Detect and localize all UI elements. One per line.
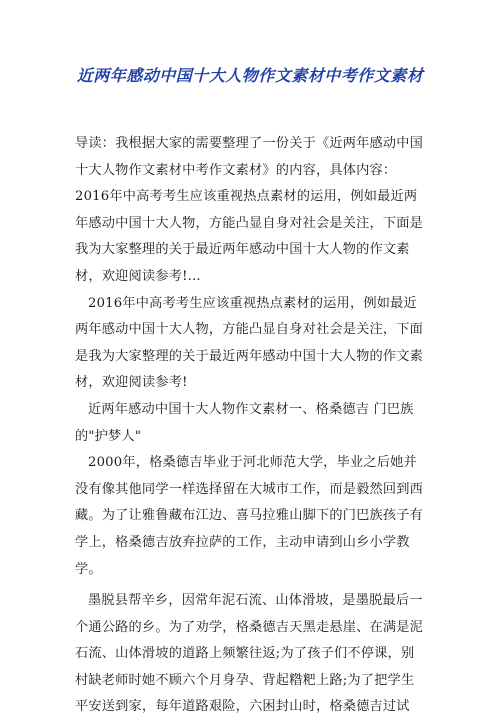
- document-body: [75, 131, 427, 721]
- body-paragraph: 墨脱县帮辛乡，因常年泥石流、山体滑坡，是墨脱最后一个通公路的乡。为了劝学，格桑德吉天黑走悬崖、在满是泥石流、山体滑坡的道路上频繁往返;为了孩子们不停课，别村缺老师时她不顾六个月身孕、背起糌粑上路;为了把学生平安送到家，每年道路艰险，六困封山时，格桑德吉过试: [75, 593, 424, 715]
- document-title: 近两年感动中国十大人物作文素材中考作文素材: [76, 66, 424, 85]
- section-heading: 近两年感动中国十大人物作文素材一、格桑德吉 门巴族的"护梦人": [75, 401, 414, 444]
- intro-paragraph: 导读：我根据大家的需要整理了一份关于《近两年感动中国十大人物作文素材中考作文素材》的内容，具体内容：2016年中高考考生应该重视热点素材的运用，例如最近两年感动中国十大人物，方能凸显自身对社会是关注，下面是我为大家整理的关于最近两年感动中国十大人物的作文素材，欢迎阅读参考!...: [75, 136, 424, 284]
- summary-paragraph: 2016年中高考考生应该重视热点素材的运用，例如最近两年感动中国十大人物，方能凸显自身对社会是关注，下面是我为大家整理的关于最近两年感动中国十大人物的作文素材，欢迎阅读参考!: [75, 295, 424, 391]
- body-paragraph: 2000年，格桑德吉毕业于河北师范大学，毕业之后她并没有像其他同学一样选择留在大城市工作，而是毅然回到西藏。为了让雅鲁藏布江边、喜马拉雅山脚下的门巴族孩子有学上，格桑德吉放弃拉萨的工作，主动申请到山乡小学教学。: [75, 455, 424, 577]
